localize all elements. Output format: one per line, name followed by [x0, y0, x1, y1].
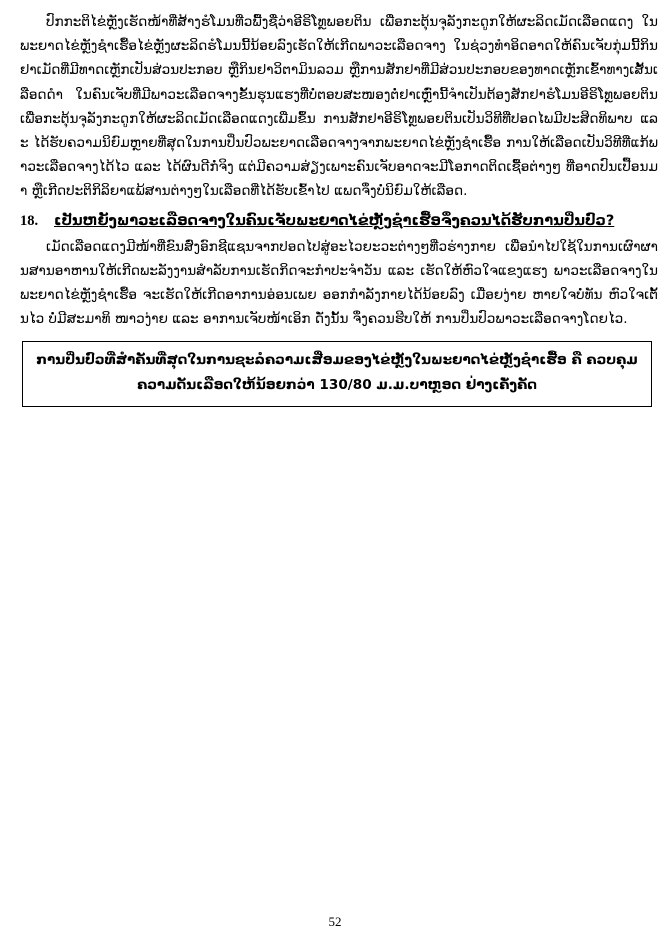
- section-title: ເປັນຫຍັງພາວະເລືອດຈາງໃນຄົນເຈັບພະຍາດໄຂ່ຫຼັງຊໍາເຮື້ອຈຶ່ງຄວນໄດ້ຮັບການປິ່ນປົວ?: [54, 212, 615, 229]
- section-heading: [20, 209, 658, 233]
- key-point-line-1: ການປິ່ນປົວທີ່ສໍາຄັນທີ່ສຸດໃນການຊະລໍຄວາມເສື່ອມຂອງໄຂ່ຫຼັງໃນພະຍາດໄຂ່ຫຼັງຊໍາເຮື້ອ ຄື ຄວບຄຸມ: [36, 352, 638, 369]
- section-number: 18.: [20, 212, 39, 229]
- body-paragraph-1: ປົກກະຕິໄຂ່ຫຼັງເຮັດໜ້າທີ່ສ້າງຮໍໂມນທີ່ວພື້ງຊື່ວ່າອີຣິໂທຼພອຍຕິນ ເພື່ອກະຕຸ້ນຈຸລັງກະດູກໃຫ້ຜະລິດເມັດເລືອດແດງ ໃນພະຍາດໄຂ່ຫຼັງຊໍາເຮື້ອໄຂ່ຫຼັງຜະລິດຮໍໂມນນີ້ນ້ອຍລົງເຮັດໃຫ້ເກີດພາວະເລືອດຈາງ ໃນຊ່ວງທໍາອິດອາດໃຫ້ຄົນເຈັບກຸ່ມນີ້ກິນຢາເມັດທີ່ມີທາດເຫຼັກເປັນສ່ວນປະກອບ ຫຼືກິນຢາວິຕາມິນລວມ ຫຼືການສັກຢາທີ່ມີສ່ວນປະກອບຂອງທາດເຫຼັກເຂົ້າທາງເສັ້ນເລືອດດໍາ ໃນຄົນເຈັບທີ່ມີພາວະເລືອດຈາງຂັ້ນຮຸນແຮງທີ່ບໍ່ຕອບສະໜອງຕໍ່ຢາເຫຼົ່ານີ້ຈໍາເປັນຕ້ອງສັກຢາຮໍໂມນອີຣິໂທຼພອຍຕິນ ເພື່ອກະຕຸ້ນຈຸລັງກະດູກໃຫ້ຜະລິດເມັດເລືອດແດງເພີ່ມຂຶ້ນ ການສັກຢາອີຣິໂທຼພອຍຕິນເປັນວິທີທີ່ປອດໄພມີປະສິດທິພາບ ແລະ ໄດ້ຮັບຄວາມນິຍົມຫຼາຍທີ່ສຸດໃນການປິ່ນປົວພະຍາດເລືອດຈາງຈາກພະຍາດໄຂ່ຫຼັງຊໍາເຮື້ອ ການໃຫ້ເລືອດເປັນວິທີທີ່ແກ້ພາວະເລືອດຈາງໄດ້ໄວ ແລະ ໄດ້ຜົນດີກໍ່ຈິງ ແຕ່ມີຄວາມສ່ຽງເພາະຄົນເຈັບອາດຈະມີໂອກາດຕິດເຊື້ອຕ່າງໆ ທີ່ອາດປົນເປື້ອນມາ ຫຼືເກີດປະຕິກິລິຍາແພ້ສານຕ່າງໆໃນເລືອດທີ່ໄດ້ຮັບເຂົ້າໄປ ແພດຈຶ່ງບໍ່ນິຍົມໃຫ້ເລືອດ.: [20, 14, 658, 200]
- key-point-line-2: ຄວາມດັນເລືອດໃຫ້ນ້ອຍກວ່າ 130/80 ມ.ມ.ບາຫຼອດ ຢ່າງເຄັ່ງຄັດ: [137, 377, 537, 394]
- page-number: 52: [328, 914, 342, 929]
- body-paragraph-2: ເມັດເລືອດແດງມີໜ້າທີ່ຂົນສົ່ງອົກຊີແຊນຈາກປອດໄປສູ່ອະໄວຍະວະຕ່າງໆທີ່ວຮ່າງກາຍ ເພື່ອນໍາໄປໃຊ້ໃນການເຜົາຜານສານອາຫານໃຫ້ເກີດພະລັງງານສໍາລັບການເຮັດກິດຈະກໍາປະຈໍາວັນ ແລະ ເຮັດໃຫ້ຫົວໃຈແຂງແຮງ ພາວະເລືອດຈາງໃນພະຍາດໄຂ່ຫຼັງຊໍາເຮື້ອ ຈະເຮັດໃຫ້ເກີດອາການອ່ອນເພຍ ອອກກໍາລັງກາຍໄດ້ນ້ອຍລົງ ເມື່ອຍງ່າຍ ຫາຍໃຈບໍ່ທັນ ຫົວໃຈເຕັ້ນໄວ ບໍ່ມີສະມາທິ ໜາວງ່າຍ ແລະ ອາການເຈັບໜ້າເອິກ ດັ່ງນັ້ນ ຈຶ່ງຄວນຮີບໃຫ້ ການປິ່ນປົວພາວະເລືອດຈາງໂດຍໄວ.: [20, 238, 658, 328]
- page-content: [20, 10, 658, 407]
- key-point-box: [22, 341, 652, 407]
